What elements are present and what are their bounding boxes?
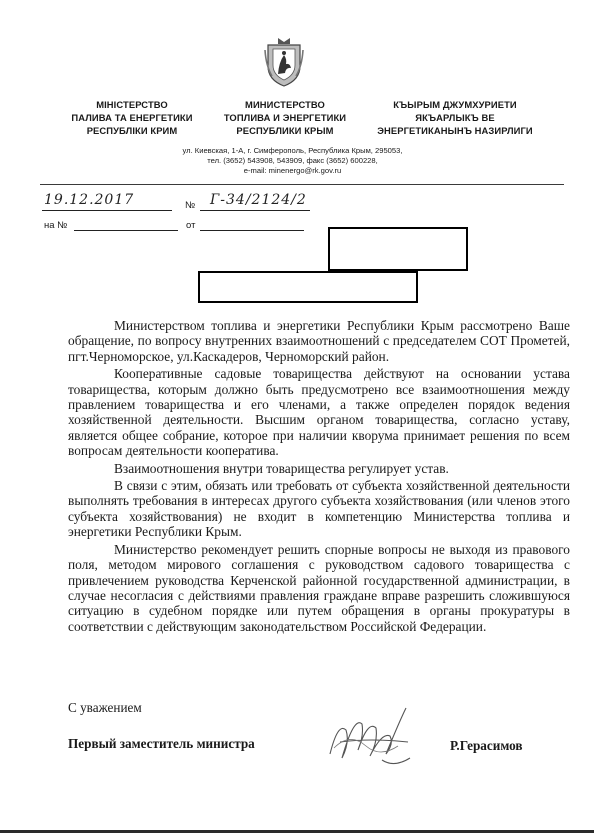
paragraph: Министерство рекомендует решить спорные вопросы не выходя из правового поля, методом мирового соглашения с руководством садового товарищества с привлечением руководства Керченской районной государственной администрации, в случае несогласия с действиями правления граждане вправе разрешить сложившуюся ситуацию в судебном порядке или путем обращения в органы прокуратуры в соответствии с действующим законодательством Российской Федерации. [68,541,570,634]
outgoing-date: 19.12.2017 [44,192,135,208]
date-underline [42,210,172,211]
contact-block [155,146,430,176]
signature-icon [320,702,420,772]
letter-body [68,318,570,636]
paragraph: Взаимоотношения внутри товарищества регулирует устав. [114,460,449,476]
from-underline [200,230,304,231]
paragraph: Кооперативные садовые товарищества действуют на основании устава товарищества, которым должно быть предусмотрено все взаимоотношения между правлением товарищества и его членами, а также определен порядок ведения хозяйственной деятельности. Высшим органом товарищества, согласно уставу, является общее собрание, которое при наличии кворума принимает решения по всем вопросам деятельности кооператива. [68,366,570,459]
coat-of-arms-icon [264,36,304,88]
ministry-name-russian: МИНИСТЕРСТВО ТОПЛИВА И ЭНЕРГЕТИКИ РЕСПУБЛИКИ КРЫМ [223,99,347,136]
phone-line: тел. (3652) 543908, 543909, факс (3652) 600228, [207,156,378,165]
ministry-name-ukrainian: МІНІСТЕРСТВО ПАЛИВА ТА ЕНЕРГЕТИКИ РЕСПУБЛІКИ КРИМ [71,99,193,136]
number-label: № [185,200,196,211]
scan-edge [0,830,594,833]
paragraph: Министерством топлива и энергетики Республики Крым рассмотрено Ваше обращение, по вопросу внутренних взаимоотношений с председателем СОТ Прометей, пгт.Черноморское, ул.Каскадеров, Черноморский район. [68,318,570,364]
signatory-position: Первый заместитель министра [68,736,255,751]
email-line: e-mail: minenergo@rk.gov.ru [243,166,342,175]
reference-label: на № [44,220,68,231]
redacted-addressee [328,227,468,271]
ministry-name-crimean-tatar: КЪЫРЫМ ДЖУМХУРИЕТИ ЯКЪАРЛЫКЪ ВЕ ЭНЕРГЕТИКАНЫНЪ НАЗИРЛИГИ [377,99,533,136]
redacted-address [198,271,418,303]
reference-underline [74,230,178,231]
address-line: ул. Киевская, 1-А, г. Симферополь, Республика Крым, 295053, [182,146,403,155]
from-label: от [186,220,196,231]
header-divider [40,184,564,185]
paragraph: В связи с этим, обязать или требовать от субъекта хозяйственной деятельности выполнять требования в интересах другого субъекта хозяйствования (или членов этого субъекта хозяйствования) не входит в компетенцию Министерства топлива и энергетики Республики Крым. [68,478,570,540]
outgoing-number: Г-34/2124/2 [210,192,307,208]
number-underline [200,210,310,211]
signatory-name: Р.Герасимов [450,738,523,753]
regards-text: С уважением [68,700,142,715]
